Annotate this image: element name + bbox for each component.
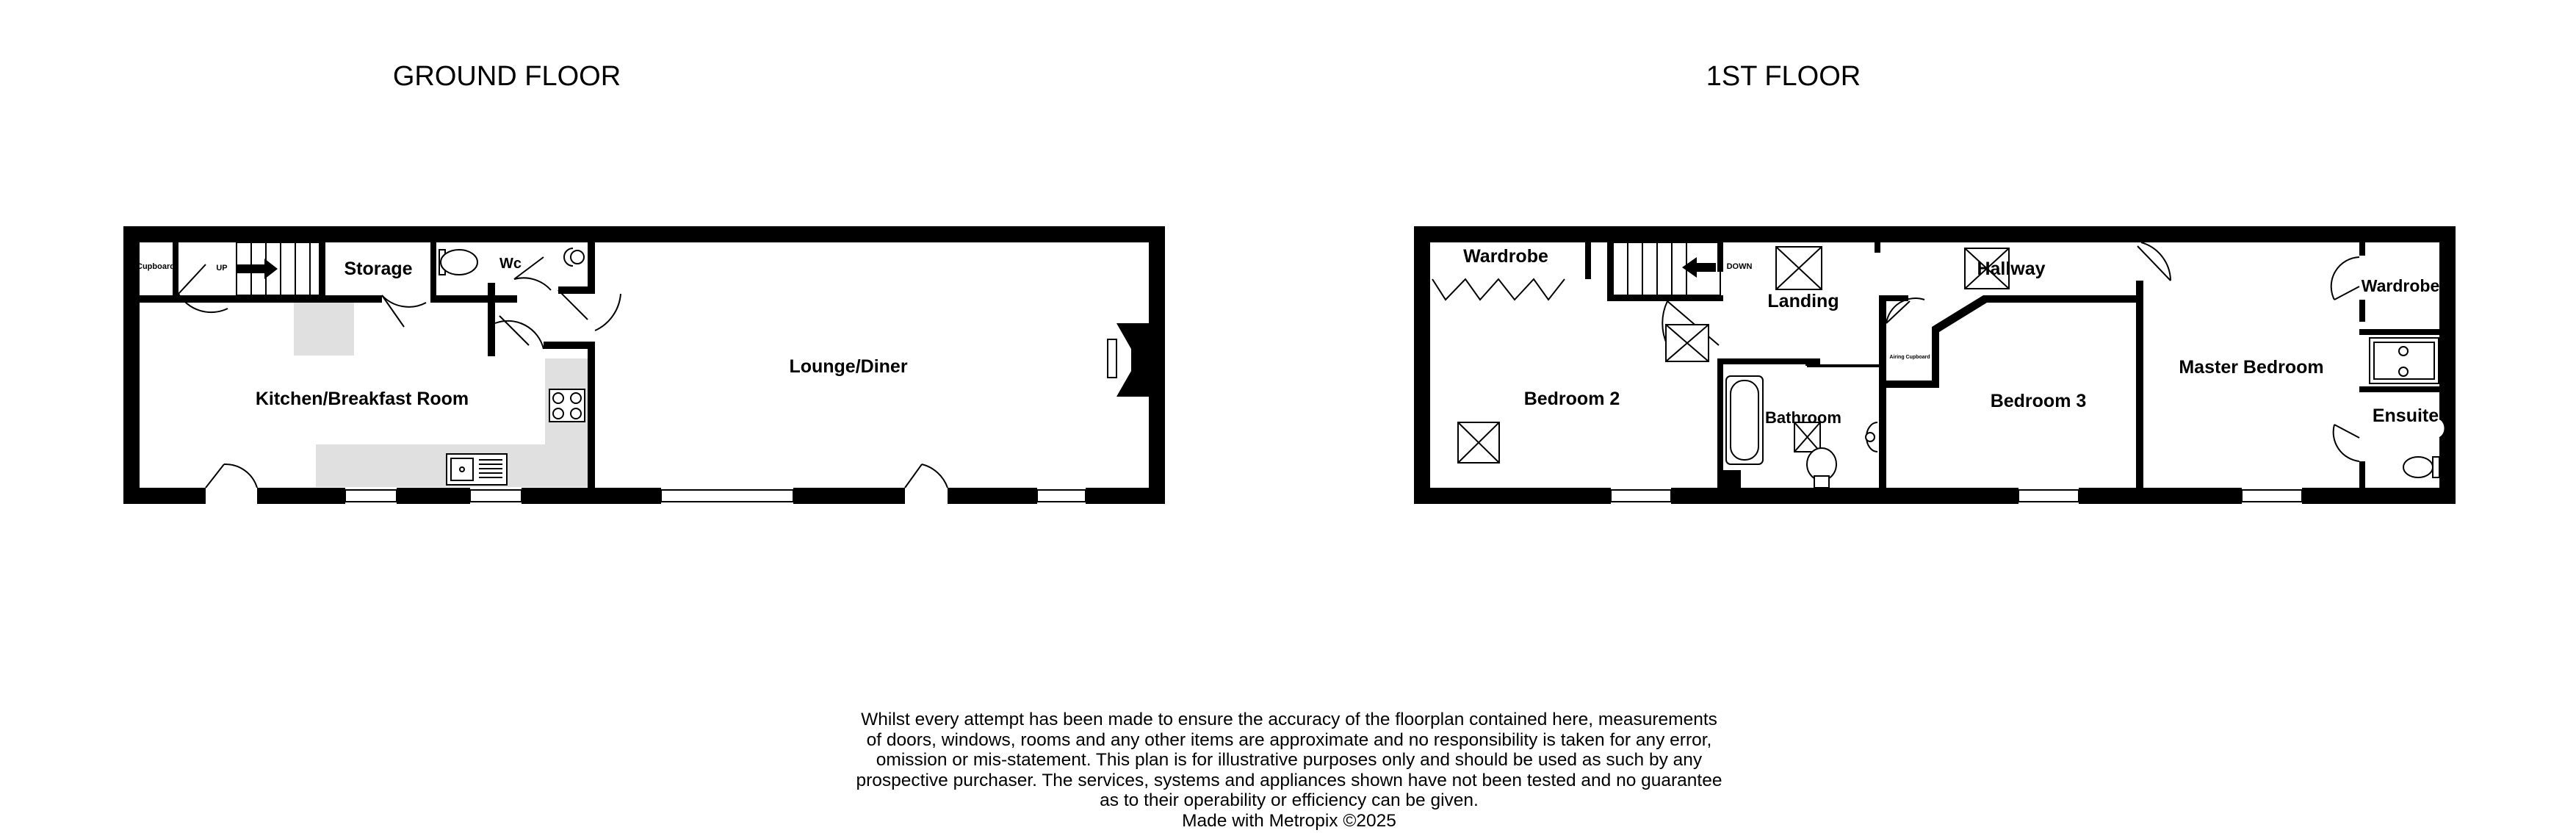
kitchen-label: Kitchen/Breakfast Room xyxy=(255,389,469,409)
first-right-wall xyxy=(2439,226,2456,504)
stair-wall xyxy=(140,295,375,303)
landing-label: Landing xyxy=(1767,291,1839,311)
wardrobe2-label: Wardrobe xyxy=(2361,276,2440,295)
chimney-breast xyxy=(1116,323,1149,397)
ensuite-label: Ensuite xyxy=(2372,405,2439,426)
first-bottom-wall xyxy=(1414,488,1611,504)
master-bedroom-label: Master Bedroom xyxy=(2179,357,2324,378)
cupboard-label: Cupboard xyxy=(137,262,175,271)
disclaimer-line: as to their operability or efficiency can be given. xyxy=(1100,790,1479,810)
hob-icon xyxy=(549,389,585,422)
wc-label: Wc xyxy=(499,256,522,272)
bedroom3-label: Bedroom 3 xyxy=(1990,391,2087,411)
disclaimer-line: omission or mis-statement. This plan is for illustrative purposes only and should be used as such by any xyxy=(876,750,1703,770)
airing-cupboard-label: Airing Cupboard xyxy=(1889,355,1930,360)
first-floor-plan xyxy=(1414,61,2456,504)
kitchen-sink-icon xyxy=(447,454,507,485)
wardrobe-label: Wardrobe xyxy=(1463,246,1548,267)
master-bedroom-wall xyxy=(2136,281,2143,491)
first-left-wall xyxy=(1414,226,1430,504)
disclaimer-line: prospective purchaser. The services, systems and appliances shown have not been tested and no guarantee xyxy=(856,770,1722,790)
ground-floor-plan xyxy=(123,61,1165,504)
disclaimer-line: Whilst every attempt has been made to ensure the accuracy of the floorplan contained here, measurements xyxy=(861,710,1717,729)
first-floor-title: 1ST FLOOR xyxy=(1706,61,1861,92)
kitchen-island xyxy=(294,300,354,356)
bathroom-label: Bathroom xyxy=(1765,408,1841,427)
hallway-label: Hallway xyxy=(1977,259,2046,279)
wardrobe-doors xyxy=(1432,279,1565,300)
first-top-wall xyxy=(1414,226,2456,242)
ground-floor-title: GROUND FLOOR xyxy=(392,61,621,92)
stair-up-label: UP xyxy=(216,264,228,273)
stair-down-label: DOWN xyxy=(1726,262,1753,271)
ground-right-wall xyxy=(1149,226,1165,504)
bathroom-fixtures xyxy=(1794,422,1877,488)
lounge-label: Lounge/Diner xyxy=(789,356,908,377)
copyright-line: Made with Metropix ©2025 xyxy=(1182,810,1396,831)
disclaimer xyxy=(834,710,1745,831)
ground-top-wall xyxy=(123,226,1165,242)
kitchen-counter-side xyxy=(545,358,588,487)
storage-label: Storage xyxy=(344,259,413,279)
bedroom2-label: Bedroom 2 xyxy=(1523,389,1620,409)
airing-cupboard-walls xyxy=(1879,295,2141,388)
ground-bottom-wall xyxy=(123,488,206,504)
disclaimer-line: of doors, windows, rooms and any other items are approximate and no responsibility is taken for any error, xyxy=(866,729,1712,750)
stair-up-arrow xyxy=(237,259,278,279)
bath-icon xyxy=(1726,376,1763,464)
